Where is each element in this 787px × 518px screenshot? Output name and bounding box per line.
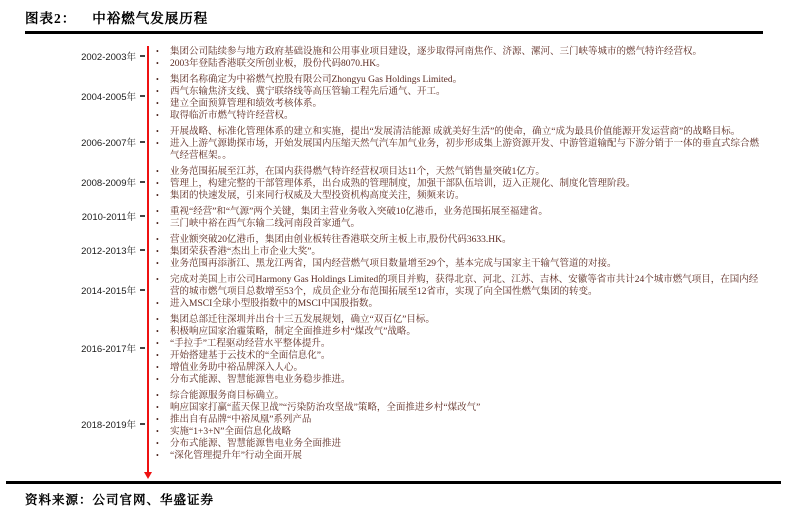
timeline-axis-line (147, 46, 149, 472)
bullet-dot-icon: • (156, 415, 159, 424)
timeline-item (156, 374, 762, 386)
timeline-item-text: 推出自有品牌“中裕凤凰”系列产品 (170, 415, 312, 425)
period-label: 2012-2013年 (81, 246, 136, 257)
timeline-item (156, 362, 762, 374)
bullet-dot-icon: • (156, 75, 159, 84)
period-column (0, 89, 145, 103)
timeline-item-text: 综合能源服务商目标确立。 (170, 391, 285, 401)
timeline-item (156, 298, 762, 310)
axis-tick (140, 215, 145, 216)
timeline-item-text: 响应国家打赢“蓝天保卫战”“污染防治攻坚战”策略，全面推进乡村“煤改气” (170, 403, 481, 413)
timeline-group (0, 126, 787, 162)
period-column (0, 135, 145, 149)
timeline-item-text: 集团荣获香港“杰出上市企业大奖”。 (170, 247, 321, 257)
timeline-item (156, 126, 762, 138)
axis-tick (140, 181, 145, 182)
timeline-item-text: “深化管理提升年”行动全面开展 (170, 451, 302, 461)
timeline-group (0, 46, 787, 70)
timeline-item-text: 开展战略、标准化管理体系的建立和实施，提出“发展清洁能源 成就美好生活”的使命，确立“成为最具价值能源开发运营商”的战略目标。 (170, 127, 741, 137)
bullet-dot-icon: • (156, 339, 159, 348)
bullet-dot-icon: • (156, 167, 159, 176)
period-column (0, 175, 145, 189)
timeline-item-text: 增值业务助中裕品牌深入人心。 (170, 363, 304, 373)
timeline-item-text: 业务范围再添浙江、黑龙江两省，国内经营燃气项目数量增至29个，基本完成与国家主干输气管道的对接。 (170, 259, 617, 269)
timeline-item (156, 402, 762, 414)
timeline-group (0, 234, 787, 270)
timeline-item-text: 积极响应国家治霾策略，制定全面推进乡村“煤改气”战略。 (170, 327, 416, 337)
period-items (156, 206, 762, 230)
footer-divider (6, 481, 781, 484)
bullet-dot-icon: • (156, 47, 159, 56)
bullet-dot-icon: • (156, 219, 159, 228)
bullet-dot-icon: • (156, 299, 159, 308)
period-column (0, 283, 145, 297)
bullet-dot-icon: • (156, 59, 159, 68)
timeline-item (156, 274, 762, 298)
timeline-item-text: “手拉手”工程驱动经营水平整体提升。 (170, 339, 331, 349)
timeline-item (156, 138, 762, 162)
timeline-item-text: 三门峡中裕在西气东输二线河南段首家通气。 (170, 219, 361, 229)
timeline-item-text: 开始搭建基于云技术的“全面信息化”。 (170, 351, 331, 361)
header-divider (25, 31, 763, 34)
timeline-item (156, 326, 762, 338)
period-label: 2008-2009年 (81, 178, 136, 189)
timeline-item (156, 234, 762, 246)
axis-tick (140, 55, 145, 56)
timeline-item (156, 246, 762, 258)
axis-tick (140, 249, 145, 250)
source-label: 资料来源： (25, 493, 93, 507)
timeline-item-text: 建立全面预算管理和绩效考核体系。 (170, 99, 323, 109)
bullet-dot-icon: • (156, 179, 159, 188)
bullet-dot-icon: • (156, 127, 159, 136)
timeline-group (0, 390, 787, 462)
timeline-group (0, 74, 787, 122)
timeline-item (156, 58, 762, 70)
timeline-item-text: 实施“1+3+N”全面信息化战略 (170, 427, 292, 437)
bullet-dot-icon: • (156, 99, 159, 108)
timeline-item (156, 74, 762, 86)
source-text: 公司官网、华盛证券 (92, 493, 215, 507)
bullet-dot-icon: • (156, 275, 159, 284)
period-label: 2018-2019年 (81, 420, 136, 431)
timeline-item (156, 258, 762, 270)
period-column (0, 417, 145, 431)
timeline-item (156, 426, 762, 438)
source-note (25, 490, 214, 508)
period-label: 2016-2017年 (81, 344, 136, 355)
bullet-dot-icon: • (156, 139, 159, 148)
timeline-item (156, 390, 762, 402)
timeline-item-text: 分布式能源、智慧能源售电业务全面推进 (170, 439, 342, 449)
period-items (156, 390, 762, 462)
timeline-item (156, 438, 762, 450)
timeline-item (156, 218, 762, 230)
development-timeline (0, 44, 787, 466)
figure-header (25, 7, 208, 27)
timeline-item (156, 350, 762, 362)
bullet-dot-icon: • (156, 111, 159, 120)
timeline-arrow-down-icon (144, 472, 152, 479)
timeline-item-text: 管理上，构建完整的干部管理体系，出台成熟的管理制度，加强干部队伍培训，迈入正规化、制度化管理阶段。 (170, 179, 636, 189)
period-items (156, 234, 762, 270)
bullet-dot-icon: • (156, 87, 159, 96)
period-label: 2010-2011年 (81, 212, 136, 223)
timeline-group (0, 166, 787, 202)
timeline-item-text: 业务范围拓展至江苏，在国内获得燃气特许经营权项目达11个，天然气销售量突破1亿方。 (170, 167, 545, 177)
timeline-item-text: 营业额突破20亿港币，集团由创业板转往香港联交所主板上市,股份代码3633.HK。 (170, 235, 512, 245)
bullet-dot-icon: • (156, 247, 159, 256)
bullet-dot-icon: • (156, 315, 159, 324)
timeline-item (156, 178, 762, 190)
bullet-dot-icon: • (156, 259, 159, 268)
bullet-dot-icon: • (156, 375, 159, 384)
period-label: 2006-2007年 (81, 138, 136, 149)
timeline-item (156, 98, 762, 110)
timeline-groups (0, 44, 787, 462)
timeline-item (156, 206, 762, 218)
axis-tick (140, 289, 145, 290)
period-items (156, 126, 762, 162)
bullet-dot-icon: • (156, 391, 159, 400)
timeline-item (156, 166, 762, 178)
timeline-item (156, 414, 762, 426)
period-column (0, 49, 145, 63)
bullet-dot-icon: • (156, 191, 159, 200)
timeline-item (156, 110, 762, 122)
bullet-dot-icon: • (156, 439, 159, 448)
bullet-dot-icon: • (156, 235, 159, 244)
figure-label: 图表2： (25, 11, 77, 26)
timeline-item-text: 集团的快速发展，引来同行权威及大型投资机构高度关注，频频来访。 (170, 191, 465, 201)
timeline-item (156, 190, 762, 202)
timeline-item-text: 取得临沂市燃气特许经营权。 (170, 111, 294, 121)
timeline-item-text: 完成对美国上市公司Harmony Gas Holdings Limited的项目并购，获得北京、河北、江苏、吉林、安徽等省市共计24个城市燃气项目，在国内经营的城市燃气项目总数增至53个，成员企业分布范围拓展至12省市，实现了向全国性燃气集团的转变。 (170, 275, 759, 297)
timeline-item-text: 集团公司陆续参与地方政府基础设施和公用事业项目建设，逐步取得河南焦作、济源、漯河、三门峡等城市的燃气特许经营权。 (170, 47, 703, 57)
timeline-item-text: 2003年登陆香港联交所创业板，股份代码8070.HK。 (170, 59, 386, 69)
axis-tick (140, 95, 145, 96)
timeline-item (156, 338, 762, 350)
period-label: 2004-2005年 (81, 92, 136, 103)
timeline-item (156, 86, 762, 98)
axis-tick (140, 141, 145, 142)
timeline-item (156, 46, 762, 58)
bullet-dot-icon: • (156, 207, 159, 216)
period-label: 2014-2015年 (81, 286, 136, 297)
figure-title: 中裕燃气发展历程 (92, 11, 209, 26)
period-column (0, 243, 145, 257)
period-items (156, 74, 762, 122)
period-items (156, 274, 762, 310)
axis-tick (140, 423, 145, 424)
period-label: 2002-2003年 (81, 52, 136, 63)
period-items (156, 166, 762, 202)
bullet-dot-icon: • (156, 351, 159, 360)
bullet-dot-icon: • (156, 327, 159, 336)
period-items (156, 314, 762, 386)
period-column (0, 341, 145, 355)
bullet-dot-icon: • (156, 403, 159, 412)
timeline-item-text: 重视“经营”和“气源”两个关键，集团主营业务收入突破10亿港币，业务范围拓展至福建省。 (170, 207, 548, 217)
timeline-item-text: 进入上游气源勘探市场，开始发展国内压缩天然气汽车加气业务，初步形成集上游资源开发、中游管道输配与下游分销于一体的垂直式综合燃气经营框架。。 (170, 139, 760, 161)
timeline-item-text: 进入MSCI全球小型股指数中的MSCI中国股指数。 (170, 299, 378, 309)
timeline-item-text: 分布式能源、智慧能源售电业务稳步推进。 (170, 375, 351, 385)
timeline-group (0, 274, 787, 310)
timeline-item-text: 集团总部迁往深圳并出台十三五发展规划，确立“双百亿”目标。 (170, 315, 435, 325)
bullet-dot-icon: • (156, 427, 159, 436)
timeline-item-text: 集团名称确定为中裕燃气控股有限公司Zhongyu Gas Holdings Limited。 (170, 75, 463, 85)
axis-tick (140, 347, 145, 348)
bullet-dot-icon: • (156, 363, 159, 372)
timeline-item (156, 314, 762, 326)
period-column (0, 209, 145, 223)
timeline-group (0, 314, 787, 386)
timeline-group (0, 206, 787, 230)
timeline-item-text: 西气东输焦济支线、冀宁联络线等高压管输工程先后通气、开工。 (170, 87, 446, 97)
timeline-item (156, 450, 762, 462)
period-items (156, 46, 762, 70)
bullet-dot-icon: • (156, 451, 159, 460)
